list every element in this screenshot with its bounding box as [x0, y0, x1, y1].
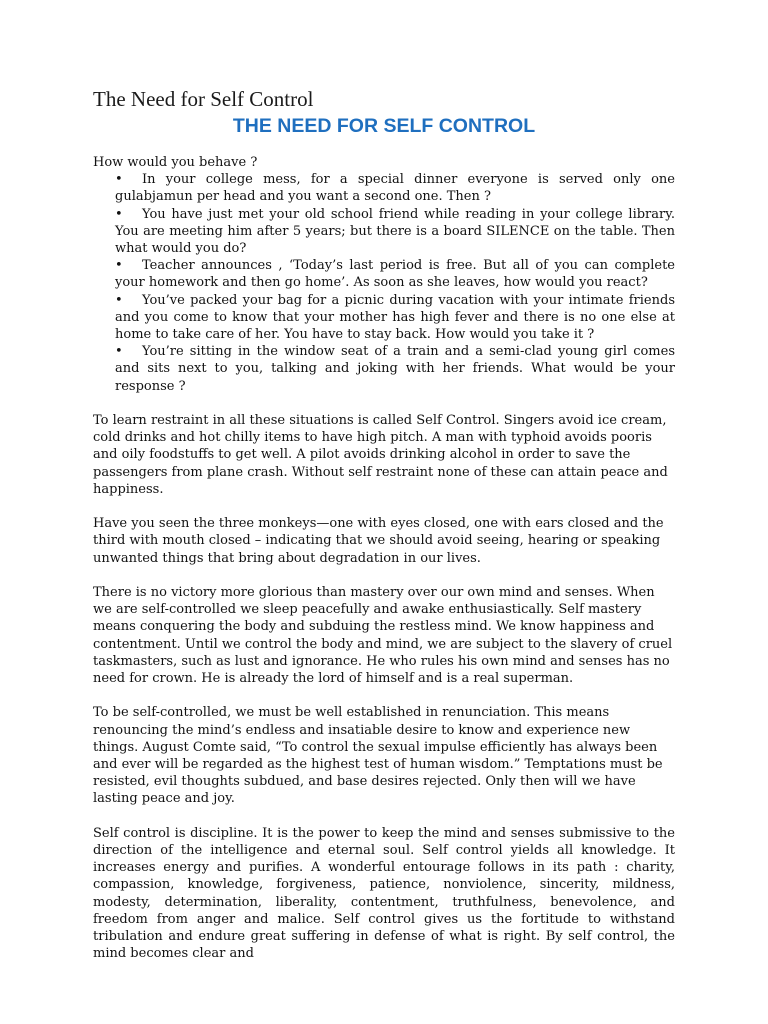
document-title: The Need for Self Control [93, 87, 314, 111]
paragraph-discipline: Self control is discipline. It is the power to keep the mind and senses submissive to the direction of the intelligence and eternal soul. Self control yields all knowledge. It increases energy and purifies. A wonderful entourage follows in its path : charity, compassion, knowledge, forgiveness, patience, nonviolence, sincerity, mildness, modesty, determination, liberality, contentment, truthfulness, benevolence, and freedom from anger and malice. Self control gives us the fortitude to withstand tribulation and endure great suffering in defense of what is right. By self control, the mind becomes clear and [93, 825, 675, 962]
list-item [115, 206, 675, 258]
paragraph-three-monkeys: Have you seen the three monkeys—one with eyes closed, one with ears closed and the third with mouth closed – indicating that we should avoid seeing, hearing or speaking unwanted things that bring about degradation in our lives. [93, 516, 664, 566]
list-item [115, 171, 675, 205]
document-body [93, 154, 675, 962]
bullet-icon: • [115, 344, 123, 360]
bullet-icon: • [115, 206, 123, 222]
list-item [115, 257, 675, 291]
bullet-icon: • [115, 258, 123, 274]
list-item-text: You’re sitting in the window seat of a train and a semi-clad young girl comes and sits next to you, talking and joking with her friends. What would be your response ? [115, 344, 675, 394]
list-item [115, 343, 675, 395]
paragraph-renunciation: To be self-controlled, we must be well established in renunciation. This means renouncing the mind’s endless and insatiable desire to know and experience new things. August Comte said, “To control the sexual impulse efficiently has always been and ever will be regarded as the highest test of human wisdom.” Temptations must be resisted, evil thoughts subdued, and base desires rejected. Only then will we have lasting peace and joy. [93, 705, 663, 807]
intro-question: How would you behave ? [93, 155, 258, 170]
list-item [115, 292, 675, 344]
list-item-text: Teacher announces , ‘Today’s last period is free. But all of you can complete your homework and then go home’. As soon as she leaves, how would you react? [115, 258, 675, 291]
bullet-list [93, 171, 675, 395]
list-item-text: You’ve packed your bag for a picnic during vacation with your intimate friends and you come to know that your mother has high fever and there is no one else at home to take care of her. You have to stay back. How would you take it ? [115, 292, 675, 343]
bullet-icon: • [115, 172, 123, 188]
paragraph-mastery: There is no victory more glorious than mastery over our own mind and senses. When we are self-controlled we sleep peacefully and awake enthusiastically. Self mastery means conquering the body and subduing the restless mind. We know happiness and contentment. Until we control the body and mind, we are subject to the slavery of cruel taskmasters, such as lust and ignorance. He who rules his own mind and senses has no need for crown. He is already the lord of himself and is a real superman. [93, 585, 673, 687]
page-heading: THE NEED FOR SELF CONTROL [232, 115, 536, 137]
paragraph-restraint: To learn restraint in all these situations is called Self Control. Singers avoid ice cream, cold drinks and hot chilly items to have high pitch. A man with typhoid avoids pooris and oily foodstuffs to get well. A pilot avoids drinking alcohol in order to save the passengers from plane crash. Without self restraint none of these can attain peace and happiness. [93, 413, 668, 497]
list-item-text: In your college mess, for a special dinner everyone is served only one gulabjamun per head and you want a second one. Then ? [115, 172, 675, 205]
list-item-text: You have just met your old school friend while reading in your college library. You are meeting him after 5 years; but there is a board SILENCE on the table. Then what would you do? [115, 206, 675, 257]
bullet-icon: • [115, 292, 123, 308]
